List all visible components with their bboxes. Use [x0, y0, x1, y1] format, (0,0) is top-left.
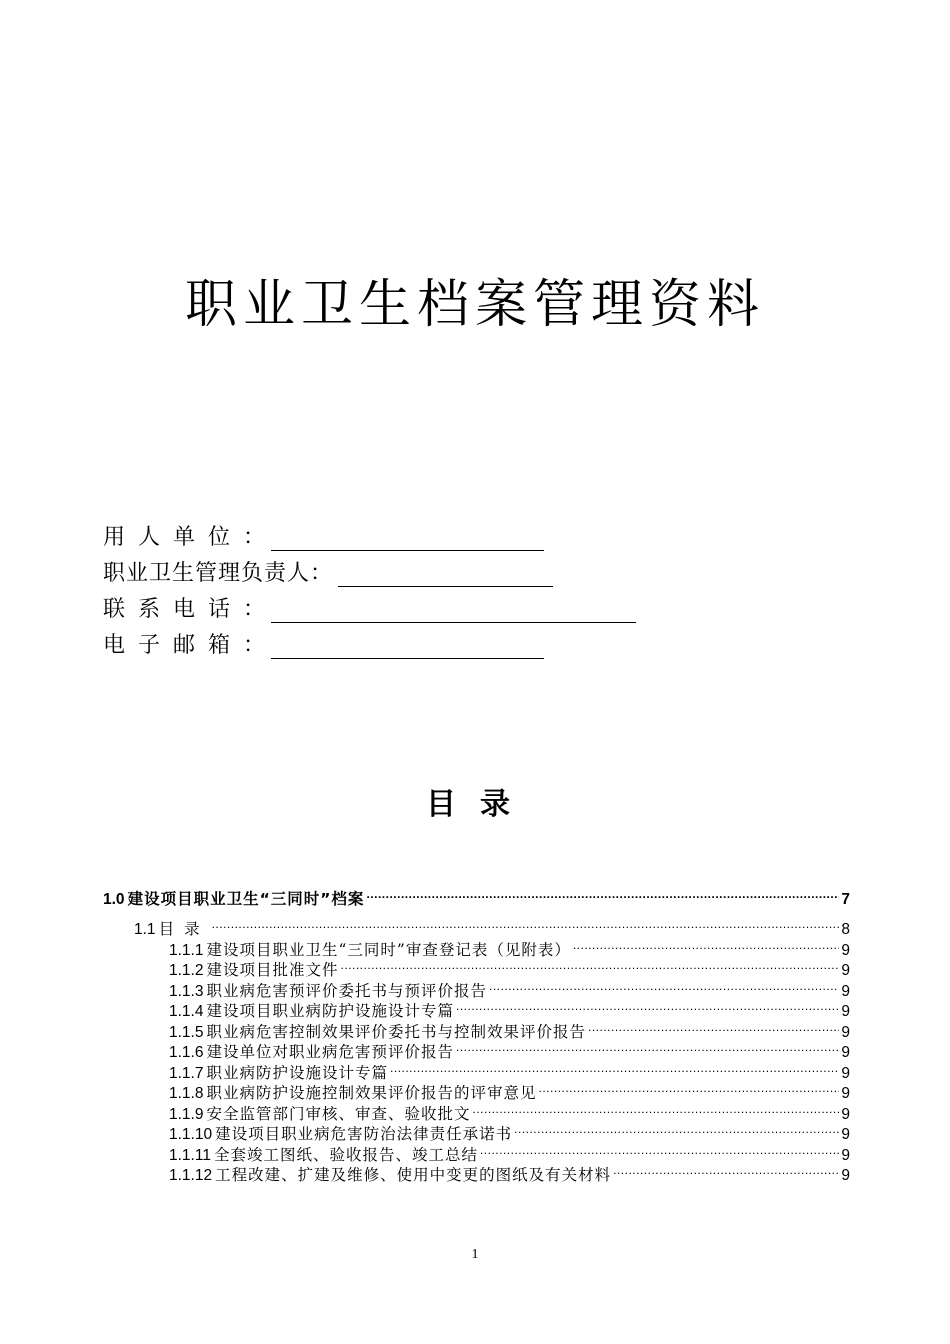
toc-entry[interactable]: [169, 1138, 850, 1164]
toc-entry-title: 建设项目职业病危害防治法律责任承诺书: [215, 1125, 513, 1143]
fill-in-line[interactable]: [271, 600, 636, 623]
toc-entry-page: 7: [841, 891, 850, 908]
toc-entry-page: 9: [841, 1044, 850, 1061]
toc-entry-number: 1.1.3: [169, 982, 204, 1000]
toc-dot-leader: [573, 933, 840, 955]
toc-entry-page: 9: [841, 1023, 850, 1041]
toc-entry-title: 目录: [158, 920, 210, 938]
toc-entry-number: 1.1.9: [169, 1105, 204, 1123]
toc-entry-number: 1.1.11: [169, 1146, 211, 1164]
toc-dot-leader: [212, 912, 840, 934]
toc-dot-leader: [588, 1015, 839, 1037]
toc-entry-page: 9: [841, 1126, 850, 1143]
toc-entry-title: 职业病危害预评价委托书与预评价报告: [206, 981, 487, 1000]
toc-entry-page: 9: [841, 1105, 850, 1123]
toc-dot-leader: [514, 1117, 839, 1139]
toc-entry-page: 8: [841, 921, 850, 938]
fill-in-line[interactable]: [271, 636, 544, 659]
form-colon: ：: [243, 633, 266, 658]
form-label: 电子邮箱: [103, 633, 244, 658]
toc-entry[interactable]: [169, 974, 850, 1000]
toc-dot-leader: [473, 1097, 840, 1119]
form-row-employer: [103, 523, 544, 553]
form-colon: ：: [310, 561, 333, 586]
toc-entry-page: 9: [841, 1003, 850, 1020]
toc-entry[interactable]: [169, 1097, 850, 1123]
toc-entry-page: 9: [841, 962, 850, 979]
toc-dot-leader: [480, 1138, 839, 1160]
toc-entry-number: 1.1.1: [169, 941, 204, 959]
toc-dot-leader: [341, 953, 840, 975]
toc-entry-page: 9: [841, 1085, 850, 1102]
toc-entry-title: 建设项目职业卫生“三同时”审查登记表（见附表）: [206, 940, 571, 959]
toc-entry[interactable]: [169, 953, 850, 979]
toc-dot-leader: [539, 1076, 840, 1098]
form-colon: ：: [243, 525, 266, 550]
toc-entry[interactable]: [169, 1117, 850, 1143]
toc-entry[interactable]: [169, 994, 850, 1020]
toc-dot-leader: [390, 1056, 839, 1078]
toc-entry-title: 工程改建、扩建及维修、使用中变更的图纸及有关材料: [215, 1166, 612, 1184]
form-row-phone: [103, 595, 636, 625]
toc-entry-number: 1.1.2: [169, 962, 204, 979]
toc-entry-number: 1.1.12: [169, 1167, 213, 1184]
toc-dot-leader: [456, 1035, 839, 1057]
toc-entry-number: 1.1: [134, 921, 156, 938]
toc-entry[interactable]: [169, 1056, 850, 1082]
page-number: 1: [471, 1247, 479, 1262]
toc-entry[interactable]: [103, 882, 850, 908]
toc-dot-leader: [613, 1158, 839, 1180]
fill-in-line[interactable]: [338, 564, 553, 587]
toc-entry[interactable]: [169, 1158, 850, 1184]
toc-entry-title: 安全监管部门审核、审查、验收批文: [206, 1104, 471, 1123]
toc-entry-title: 建设项目职业病防护设施设计专篇: [206, 1002, 454, 1020]
toc-entry-number: 1.1.10: [169, 1126, 213, 1143]
toc-entry-title: 全套竣工图纸、验收报告、竣工总结: [213, 1145, 478, 1164]
toc-entry[interactable]: [169, 1035, 850, 1061]
toc-entry-number: 1.1.8: [169, 1085, 204, 1102]
toc-entry-title: 职业病防护设施控制效果评价报告的评审意见: [206, 1084, 537, 1102]
toc-entry-number: 1.1.5: [169, 1023, 204, 1041]
form-label: 职业卫生管理负责人: [103, 561, 311, 586]
form-label: 用人单位: [103, 525, 244, 550]
form-row-manager: [103, 559, 553, 589]
toc-entry-page: 9: [841, 982, 850, 1000]
toc-dot-leader: [489, 974, 839, 996]
toc-entry-number: 1.1.4: [169, 1003, 204, 1020]
toc-heading: 目录: [426, 787, 534, 822]
toc-entry-number: 1.0: [103, 891, 125, 908]
toc-entry-page: 9: [841, 1064, 850, 1082]
toc-entry-title: 建设项目批准文件: [206, 961, 339, 979]
toc-entry-page: 9: [841, 1167, 850, 1184]
toc-entry[interactable]: [169, 1015, 850, 1041]
toc-entry-page: 9: [841, 1146, 850, 1164]
toc-entry[interactable]: [169, 1076, 850, 1102]
toc-entry[interactable]: [134, 912, 850, 938]
toc-entry-title: 职业病危害控制效果评价委托书与控制效果评价报告: [206, 1022, 586, 1041]
toc-entry[interactable]: [169, 933, 850, 959]
toc-entry-number: 1.1.7: [169, 1064, 204, 1082]
toc-entry-title: 建设单位对职业病危害预评价报告: [206, 1043, 454, 1061]
form-row-email: [103, 631, 544, 661]
fill-in-line[interactable]: [271, 528, 544, 551]
form-colon: ：: [243, 597, 266, 622]
form-label: 联系电话: [103, 597, 244, 622]
toc-entry-page: 9: [841, 941, 850, 959]
toc-entry-title: 建设项目职业卫生“三同时”档案: [127, 890, 365, 908]
toc-dot-leader: [456, 994, 839, 1016]
toc-entry-number: 1.1.6: [169, 1044, 204, 1061]
document-title: 职业卫生档案管理资料: [184, 275, 765, 335]
toc-entry-title: 职业病防护设施设计专篇: [206, 1063, 388, 1082]
toc-dot-leader: [366, 882, 839, 904]
